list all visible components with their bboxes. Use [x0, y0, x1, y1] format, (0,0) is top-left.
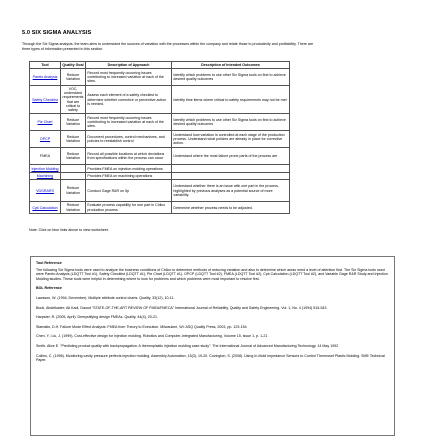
tool-cell	[30, 86, 61, 114]
outcome-cell	[172, 165, 290, 173]
header-tool: Tool	[30, 62, 61, 69]
tool-cell	[30, 131, 61, 148]
table-row	[30, 202, 290, 214]
goal-cell: Reduce Variation	[61, 202, 86, 214]
reference-box	[30, 256, 395, 436]
goal-cell: Reduce Variation	[61, 148, 86, 165]
reference-item: Bouti, Abdelkader; Ait Kadi, Daoud "STATE-OF-THE-ART REVIEW OF FMEA/FMECA" International Journal of Reliability, Quality and Safety Engineering. Vol. 1, No. 4 (1994) 515-543	[36, 305, 327, 310]
reference-item: Harpster, R. (2005, April). Demystifying design FMEAs. Quality, 44(4), 20-21.	[36, 315, 158, 320]
outcome-cell: Identify time items where critical to safety requirements may not be met	[172, 86, 290, 114]
approach-cell: Assess each element of a safety checklist to determine whether corrective or preventive action is needed.	[86, 86, 172, 114]
approach-cell: Provides FMEA on injection molding operations	[86, 165, 172, 173]
goal-cell: VOC, understand requirements that are critical to safety	[61, 86, 86, 114]
outcome-cell: Understand whether there is an issue with one part in the process, highlighted by previous analyses as a potential source of more variability.	[172, 180, 290, 202]
tool-link[interactable]: Pie Chart	[37, 120, 53, 124]
reference-list	[36, 296, 389, 363]
six-sigma-tools-table	[29, 61, 290, 214]
tool-name: FMEA	[40, 154, 50, 158]
tool-link[interactable]: VDGRARS	[36, 188, 54, 193]
tool-cell	[30, 114, 61, 131]
reference-item: Chen, Y.; Liu, J. (1999). Cost-effective design for injection molding. Robotics and Computer-Integrated Manufacturing, Volume 15, issue 1, p. 1-21	[36, 334, 268, 339]
tool-cell	[30, 202, 61, 214]
reference-item: Stamatis, D.H. Failure Mode Effect Analysis: FMEA from Theory to Execution. Milwaukee, WI: ASQ Quality Press, 2003, pp. 129-154	[36, 324, 247, 329]
tool-cell	[30, 173, 61, 180]
tool-link[interactable]: Safety Checklist	[32, 97, 58, 102]
table-note: Note: Click on blue links above to view worksheet.	[29, 228, 109, 232]
header-approach: Description of Approach	[86, 62, 172, 69]
goal-cell	[61, 173, 86, 180]
goal-cell: Reduce Variation	[61, 180, 86, 202]
reference-item: Smith, Alice E. "Predicting product quality with backpropagation: A thermoplastic injection molding case study". The International Journal of Advanced Manufacturing Technology. 14 May 1992	[36, 343, 339, 348]
outcome-cell: Identify which problems to use other Six Sigma tools on first to achieve desired quality outcomes	[172, 69, 290, 86]
tool-cell	[30, 69, 61, 86]
header-outcomes: Description of Intended Outcomes	[172, 62, 290, 69]
outcome-cell: Identify which problems to use other Six Sigma tools on first to achieve desired quality outcomes	[172, 114, 290, 131]
approach-cell: Evaluate process capability for one part in Chilco production process	[86, 202, 172, 214]
tool-reference-text: The following Six Sigma tools were used to analyze the business conditions of Chilco to determine methods of reducing variation and also to determine which areas need a level of attention first. The Six Sigma tools used were Pareto Analysis (LDQTT Tool #1), Safety Checklist (LDQTT #1), Pie Chart (LDQTT #1), OPCP (LDQTT Tool #2), FMEA (LDQTT Tool #2), Cpk Calculation (LDQTT Tool #2), and Variable Gage R&R Study and Injection Molding studies. These tools were helpful in determining where to look for problems and which problems were most important to resolve first.	[36, 267, 388, 281]
bol-reference-heading: BOL Reference	[36, 286, 62, 291]
outcome-cell: Understand how variation is controlled at each stage of the production process. Understand what policies are already in place for corrective action.	[172, 131, 290, 148]
approach-cell: Record most frequently occurring issues contributing to increased variation at each of the sites.	[86, 114, 172, 131]
goal-cell: Reduce Variation	[61, 69, 86, 86]
tool-link[interactable]: OPCP	[39, 137, 51, 141]
goal-cell: Reduce Variation	[61, 131, 86, 148]
reference-item: Collins, C. (1996). Monitoring cavity pressure perfects injection molding. Assembly Automation, 15(3), 19-20. Covington, S. (2008). Using In-Mold Impedance Sensors to Control Thermoset Plastic Molding. SME Technical Paper.	[36, 353, 385, 363]
outcome-cell: Understand where the most failure prone parts of the process are	[172, 148, 290, 165]
approach-cell: Conduct Gage R&R on 5p	[86, 180, 172, 202]
table-row	[30, 69, 290, 86]
outcome-cell	[172, 173, 290, 180]
table-row	[30, 173, 290, 180]
tool-link[interactable]: Injection Molding	[31, 166, 59, 171]
table-row	[30, 114, 290, 131]
tool-link[interactable]: Cpk Calculation	[32, 205, 58, 210]
approach-cell: Document procedures, control mechanisms, and policies to reestablish control	[86, 131, 172, 148]
tool-reference-heading: Tool Reference	[36, 261, 62, 265]
outcome-cell: Determine whether process needs to be adjusted.	[172, 202, 290, 214]
table-row	[30, 86, 290, 114]
table-row	[30, 165, 290, 173]
header-quality-goal: Quality Goal	[62, 62, 84, 67]
tool-link[interactable]: Machining	[36, 174, 54, 178]
table-row	[30, 131, 290, 148]
table-header-row	[30, 62, 290, 69]
goal-cell: Reduce Variation	[61, 114, 86, 131]
tool-cell	[30, 180, 61, 202]
goal-cell	[61, 165, 86, 173]
tool-cell	[30, 148, 61, 165]
table-row	[30, 148, 290, 165]
section-title: 5.0 SIX SIGMA ANALYSIS	[22, 30, 92, 36]
tool-cell	[30, 165, 61, 173]
approach-cell: Provides FMEA on machining operations	[86, 173, 172, 180]
reference-item: Lawsson, W. (1994, December). Multiple attribute control charts. Quality, 33(12), 10-11.	[36, 295, 175, 300]
tool-link[interactable]: Pareto Analysis	[32, 75, 58, 80]
approach-cell: Record most frequently occurring issues contributing to increased variation at each of the sites.	[86, 69, 172, 86]
table-row	[30, 180, 290, 202]
intro-paragraph: Through the Six Sigma analysis, the team aims to understand the sources of variation with the processes within the company and relate those to productivity and profitability. There are three types of information presented in this section.	[22, 42, 314, 51]
approach-cell: Record all possible locations at which deviations from specifications within the process can occur	[86, 148, 172, 165]
